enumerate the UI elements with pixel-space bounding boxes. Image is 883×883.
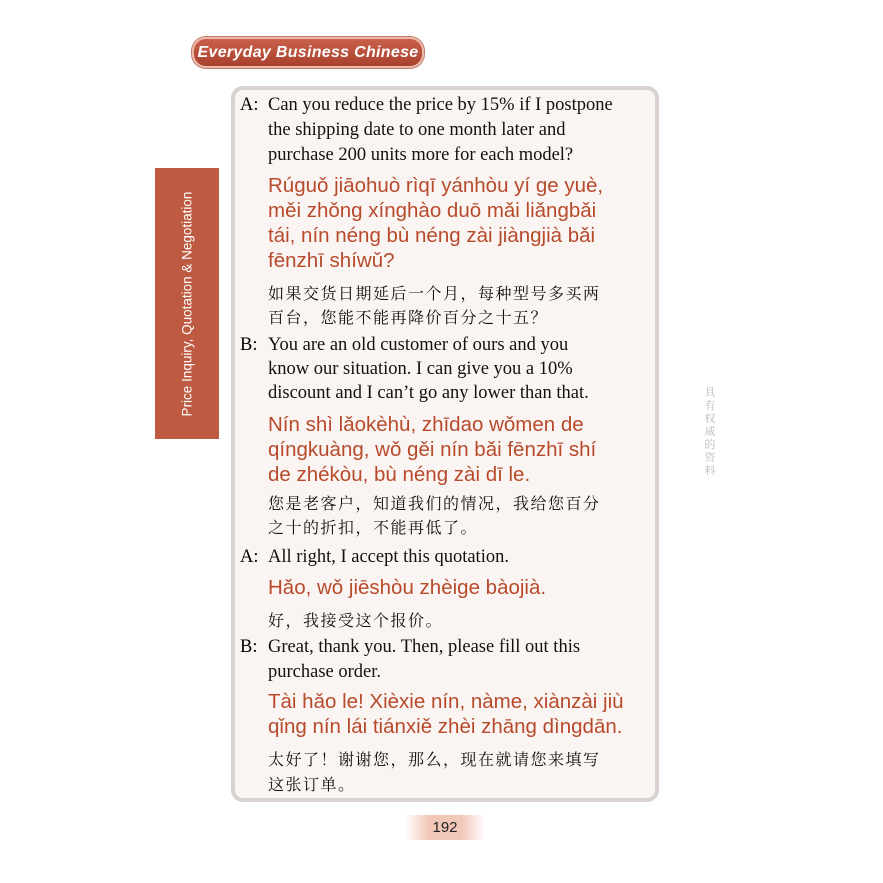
page-number: 192 [432, 819, 458, 836]
english-line: the shipping date to one month later and [268, 120, 566, 140]
header-banner [192, 37, 424, 68]
chinese-line: 这张订单。 [268, 777, 356, 794]
speaker-label: A: [240, 95, 259, 115]
speaker-label: A: [240, 547, 259, 567]
chapter-side-tab-label: Price Inquiry, Quotation & Negotiation [179, 191, 195, 416]
english-line: know our situation. I can give you a 10% [268, 359, 573, 379]
english-line: purchase 200 units more for each model? [268, 145, 574, 165]
english-line: Great, thank you. Then, please fill out this [268, 637, 581, 657]
pinyin-line: Tài hǎo le! Xièxie nín, nàme, xiànzài jiù [268, 690, 624, 713]
pinyin-line: de zhékòu, bù néng zài dī le. [268, 463, 531, 486]
english-line: All right, I accept this quotation. [268, 547, 509, 567]
pinyin-line: fēnzhī shíwǔ? [268, 249, 395, 272]
english-line: You are an old customer of ours and you [268, 335, 569, 355]
speaker-label: B: [240, 335, 258, 355]
pinyin-line: Hǎo, wǒ jiēshòu zhèige bàojià. [268, 576, 547, 599]
chinese-line: 如果交货日期延后一个月，每种型号多买两 [268, 286, 601, 303]
chinese-line: 太好了！谢谢您，那么，现在就请您来填写 [268, 752, 601, 769]
header-title: Everyday Business Chinese [197, 43, 419, 61]
watermark-text [703, 387, 717, 478]
pinyin-line: měi zhǒng xínghào duō mǎi liǎngbǎi [268, 199, 597, 222]
chinese-line: 好，我接受这个报价。 [268, 613, 444, 630]
pinyin-line: Rúguǒ jiāohuò rìqī yánhòu yí ge yuè, [268, 174, 604, 197]
pinyin-line: tái, nín néng bù néng zài jiàngjià bǎi [268, 224, 596, 247]
chinese-line: 您是老客户，知道我们的情况，我给您百分 [268, 496, 601, 513]
watermark-text-content: 具有权威的资料 [704, 387, 716, 477]
chinese-line: 百台，您能不能再降价百分之十五？ [268, 310, 549, 327]
chapter-side-tab [155, 168, 219, 439]
pinyin-line: qǐng nín lái tiánxiě zhèi zhāng dìngdān. [268, 715, 623, 738]
chinese-line: 之十的折扣，不能再低了。 [268, 520, 479, 537]
speaker-label: B: [240, 637, 258, 657]
page-number-bar [405, 815, 485, 840]
pinyin-line: Nín shì lǎokèhù, zhīdao wǒmen de [268, 413, 584, 436]
english-line: discount and I can’t go any lower than that. [268, 383, 589, 403]
english-line: Can you reduce the price by 15% if I postpone [268, 95, 613, 115]
pinyin-line: qíngkuàng, wǒ gěi nín bǎi fēnzhī shí [268, 438, 597, 461]
english-line: purchase order. [268, 662, 382, 682]
